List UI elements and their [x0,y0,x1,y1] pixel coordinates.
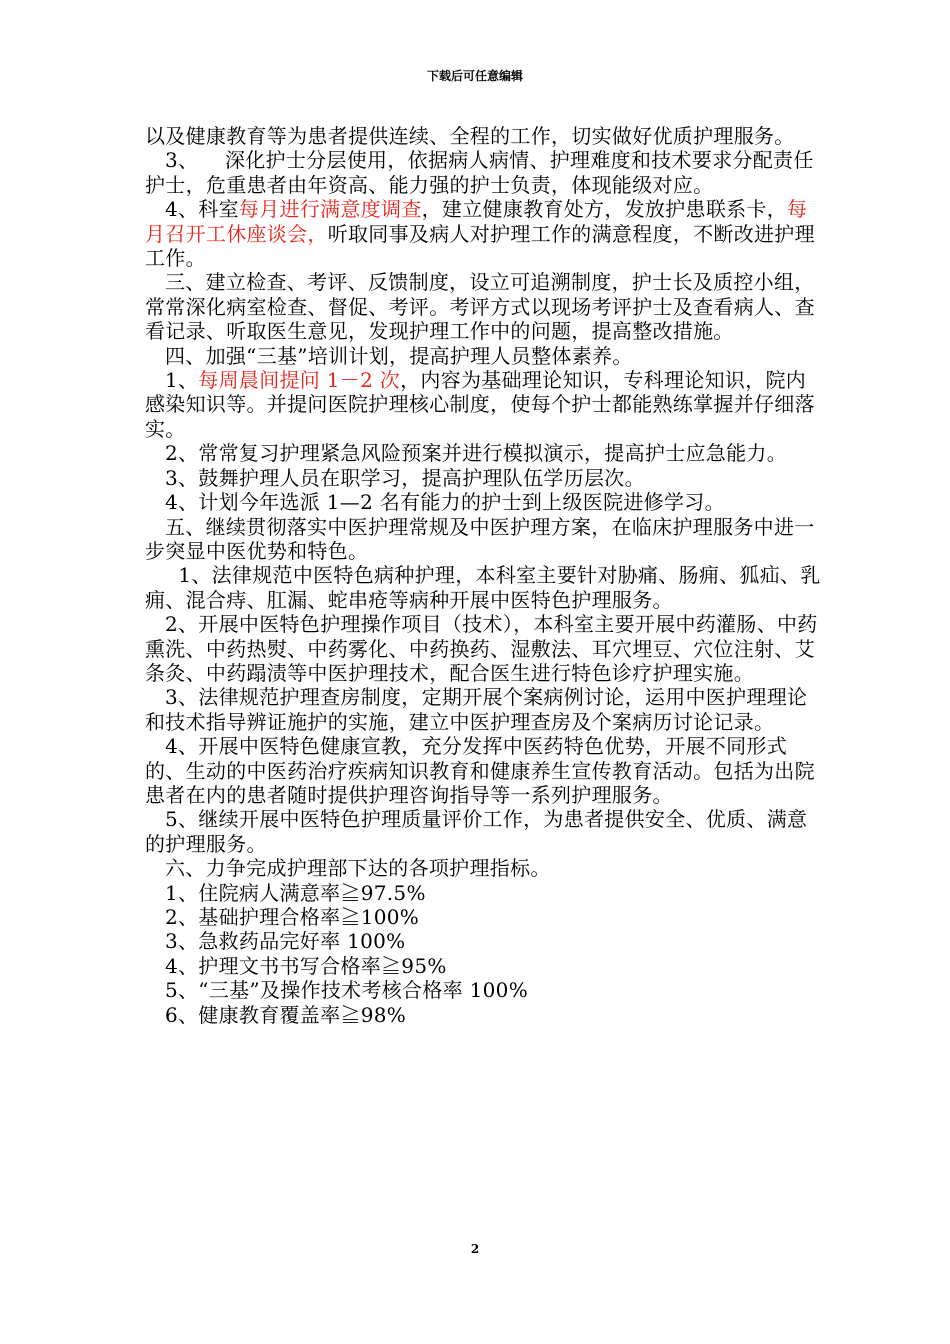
paragraph [145,197,825,270]
text-run: 1、住院病人满意率≧97.5% [145,880,426,905]
text-run: 2、常常复习护理紧急风险预案并进行模拟演示，提高护士应急能力。 [145,441,788,466]
text-run: 2、开展中医特色护理操作项目（技术），本科室主要开展中药灌肠、中药熏洗、中药热熨、中药雾化、中药换药、湿敷法、耳穴埋豆、穴位注射、艾条灸、中药蹋渍等中医护理技术，配合医生进行特色诊疗护理实施。 [145,612,818,685]
paragraph [145,905,825,929]
paragraph [145,807,825,856]
paragraph [145,563,825,612]
paragraph [145,270,825,343]
text-run: ，内容为基础理论知识，专科理论知识，院内感染知识等。并提问医院护理核心制度，使每个护士都能熟练掌握并仔细落实。 [145,368,815,441]
text-run: 1、 [145,368,199,393]
paragraph [145,881,825,905]
text-run: 6、健康教育覆盖率≧98% [145,1002,407,1027]
paragraph [145,441,825,465]
text-run: 4、护理文书书写合格率≧95% [145,953,447,978]
text-run: 3、法律规范护理查房制度，定期开展个案病例讨论，运用中医护理理论和技术指导辨证施护的实施，建立中医护理查房及个案病历讨论记录。 [145,685,808,734]
paragraph [145,344,825,368]
highlighted-text: 每月召开工休座谈会， [145,197,808,246]
text-run: 四、加强“三基”培训计划，提高护理人员整体素养。 [145,343,633,368]
text-run: 六、力争完成护理部下达的各项护理指标。 [145,856,551,881]
paragraph [145,490,825,514]
text-run: 4、计划今年选派 1—2 名有能力的护士到上级医院进修学习。 [145,490,725,515]
page-header: 下载后可任意编辑 [426,69,523,83]
paragraph [145,929,825,953]
paragraph [145,978,825,1002]
paragraph [145,466,825,490]
paragraph [145,124,825,148]
paragraph [145,515,825,564]
paragraph [145,612,825,685]
highlighted-text: 每月进行满意度调查 [238,197,422,222]
text-run: 3、鼓舞护理人员在职学习，提高护理队伍学历层次。 [145,465,645,490]
text-run: 三、建立检查、考评、反馈制度，设立可追溯制度，护士长及质控小组，常常深化病室检查、督促、考评。考评方式以现场考评护士及查看病人、查看记录、听取医生意见，发现护理工作中的问题，提高整改措施。 [145,270,815,344]
paragraph [145,685,825,734]
document-body [145,124,825,1027]
text-run: 4、开展中医特色健康宣教，充分发挥中医药特色优势，开展不同形式的、生动的中医药治疗疾病知识教育和健康养生宣传教育活动。包括为出院患者在内的患者随时提供护理咨询指导等一系列护理服务。 [145,734,815,807]
text-run: 1、法律规范中医特色病种护理，本科室主要针对胁痛、肠痈、狐疝、乳痈、混合痔、肛漏、蛇串疮等病种开展中医特色护理服务。 [145,563,821,612]
text-run: 听取同事及病人对护理工作的满意程度，不断改进护理工作。 [145,221,815,271]
highlighted-text: 每周晨间提问 1－2 次 [198,368,401,393]
paragraph [145,856,825,880]
page-number: 2 [470,1242,480,1256]
paragraph [145,1003,825,1027]
text-run: 五、继续贯彻落实中医护理常规及中医护理方案，在临床护理服务中进一步突显中医优势和特色。 [145,514,815,563]
paragraph [145,148,825,197]
text-run: 5、继续开展中医特色护理质量评价工作，为患者提供安全、优质、满意的护理服务。 [145,807,808,856]
text-run: 3、 深化护士分层使用，依据病人病情、护理难度和技术要求分配责任护士，危重患者由年资高、能力强的护士负责，体现能级对应。 [145,148,814,197]
text-run: 4、科室 [145,197,239,222]
text-run: 2、基础护理合格率≧100% [145,905,420,929]
paragraph [145,368,825,441]
text-run: 以及健康教育等为患者提供连续、全程的工作，切实做好优质护理服务。 [145,124,795,148]
text-run: 3、急救药品完好率 100% [145,929,406,954]
text-run: ，建立健康教育处方，发放护患联系卡， [421,197,788,222]
paragraph [145,734,825,807]
text-run: 5、“三基”及操作技术考核合格率 100% [145,978,528,1003]
paragraph [145,954,825,978]
